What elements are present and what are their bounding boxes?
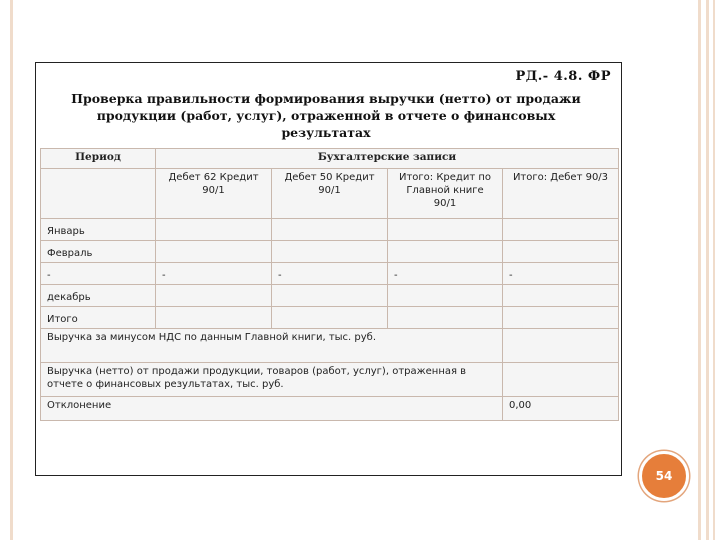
revenue-check-table bbox=[40, 148, 619, 421]
summary-revenue-gl: Выручка за минусом НДС по данным Главной книги, тыс. руб. bbox=[41, 329, 503, 363]
table-cell bbox=[156, 285, 272, 307]
table-cell bbox=[388, 285, 503, 307]
header-debit-50: Дебет 50 Кредит 90/1 bbox=[272, 169, 388, 219]
table-cell bbox=[388, 241, 503, 263]
table-cell bbox=[272, 307, 388, 329]
table-cell bbox=[156, 307, 272, 329]
table-cell: - bbox=[388, 263, 503, 285]
table-cell bbox=[503, 219, 619, 241]
table-row bbox=[41, 329, 619, 363]
table-cell bbox=[503, 363, 619, 397]
row-label-february: Февраль bbox=[41, 241, 156, 263]
table-cell bbox=[503, 241, 619, 263]
summary-deviation-label: Отклонение bbox=[41, 397, 503, 421]
table-cell bbox=[272, 219, 388, 241]
row-label-december: декабрь bbox=[41, 285, 156, 307]
summary-deviation-value: 0,00 bbox=[503, 397, 619, 421]
table-row bbox=[41, 263, 619, 285]
table-cell bbox=[503, 329, 619, 363]
header-debit-62: Дебет 62 Кредит 90/1 bbox=[156, 169, 272, 219]
table-cell bbox=[272, 285, 388, 307]
page-number-badge: 54 bbox=[639, 451, 689, 501]
table-row bbox=[41, 219, 619, 241]
table-cell bbox=[388, 307, 503, 329]
table-row bbox=[41, 397, 619, 421]
table-subheader-row bbox=[41, 169, 619, 219]
document-frame bbox=[35, 62, 622, 476]
decorative-rail-right bbox=[713, 0, 715, 540]
decorative-rail-left bbox=[10, 0, 13, 540]
table-row bbox=[41, 307, 619, 329]
header-total-credit-90-1: Итого: Кредит по Главной книге 90/1 bbox=[388, 169, 503, 219]
table-cell: - bbox=[156, 263, 272, 285]
table-cell bbox=[156, 219, 272, 241]
document-code: РД.- 4.8. ФР bbox=[515, 69, 611, 84]
summary-revenue-report: Выручка (нетто) от продажи продукции, товаров (работ, услуг), отраженная в отчете о финансовых результатах, тыс. руб. bbox=[41, 363, 503, 397]
row-label-total: Итого bbox=[41, 307, 156, 329]
table-cell bbox=[41, 169, 156, 219]
table-cell: - bbox=[503, 263, 619, 285]
table-cell: - bbox=[272, 263, 388, 285]
header-total-debit-90-3: Итого: Дебет 90/3 bbox=[503, 169, 619, 219]
row-label-ellipsis: - bbox=[41, 263, 156, 285]
decorative-rail-right bbox=[706, 0, 709, 540]
table-row bbox=[41, 363, 619, 397]
table-row bbox=[41, 241, 619, 263]
table-cell bbox=[388, 219, 503, 241]
table-header-row bbox=[41, 149, 619, 169]
decorative-rail-right bbox=[698, 0, 701, 540]
row-label-january: Январь bbox=[41, 219, 156, 241]
table-cell bbox=[156, 241, 272, 263]
table-row bbox=[41, 285, 619, 307]
page-title: Проверка правильности формирования выручки (нетто) от продажи продукции (работ, услуг), отраженной в отчете о финансовых результатах bbox=[71, 91, 581, 140]
table-cell bbox=[272, 241, 388, 263]
header-accounting-entries: Бухгалтерские записи bbox=[156, 149, 619, 169]
table-cell bbox=[503, 285, 619, 307]
header-period: Период bbox=[41, 149, 156, 169]
table-cell bbox=[503, 307, 619, 329]
